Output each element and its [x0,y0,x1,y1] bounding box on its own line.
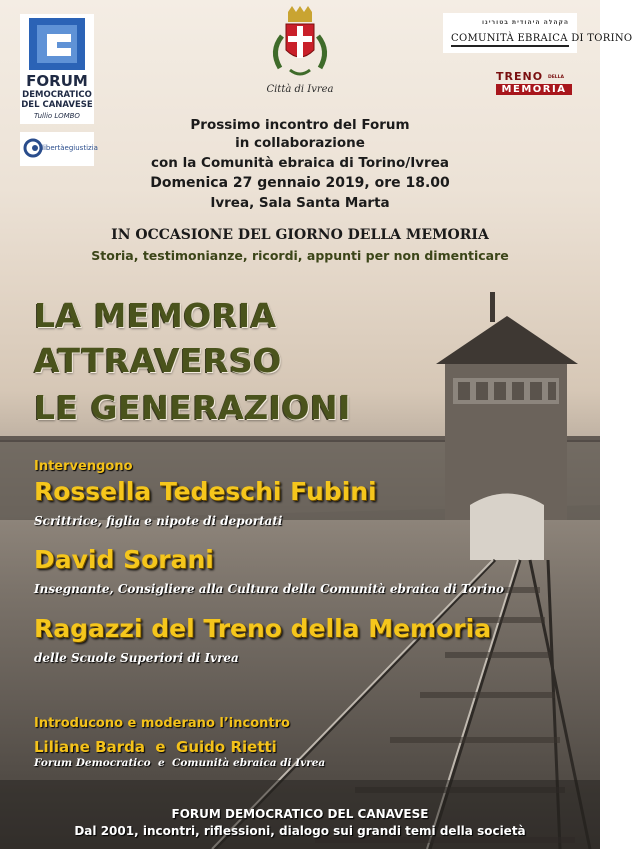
footer-tagline: Dal 2001, incontri, riflessioni, dialogo sui grandi temi della società [74,824,526,838]
speaker-3-name: Ragazzi del Treno della Memoria [34,614,492,643]
forum-logo-subtitle: DEMOCRATICO DEL CANAVESE [21,90,93,110]
moderators-heading: Introducono e moderano l’incontro [34,716,290,731]
comunita-ebraica-logo [443,13,632,53]
footer-org: FORUM DEMOCRATICO DEL CANAVESE [171,807,429,821]
citta-ivrea-crest-icon [272,6,328,80]
info-line-1: Prossimo incontro del Forum [190,117,410,133]
liberta-giustizia-logo [20,132,98,166]
forum-logo-name: FORUM [26,72,88,90]
forum-logo [20,14,94,124]
speaker-2-desc: Insegnante, Consigliere alla Cultura della Comunità ebraica di Torino [34,582,505,596]
comunita-underline [451,45,569,47]
moderators-names: Liliane Barda e Guido Rietti [34,738,277,756]
forum-mark-icon [29,18,85,70]
occasion-title: IN OCCASIONE DEL GIORNO DELLA MEMORIA [111,227,489,243]
forum-logo-tagline: Tullio LOMBO [34,112,80,120]
speaker-3-desc: delle Scuole Superiori di Ivrea [34,651,239,665]
treno-logo-small: DELLA [548,75,565,80]
liberta-swirl-icon [24,138,42,158]
event-date: Domenica 27 gennaio 2019, ore 18.00 [150,175,450,191]
speaker-1-desc: Scrittrice, figlia e nipote di deportati [34,514,283,528]
treno-memoria-logo [496,70,576,95]
main-title-line-3: LE GENERAZIONI [34,388,351,427]
occasion-subtitle: Storia, testimonianze, ricordi, appunti per non dimenticare [91,248,509,263]
speaker-2-name: David Sorani [34,545,214,574]
info-line-2: in collaborazione [235,135,365,151]
speaker-1-name: Rossella Tedeschi Fubini [34,477,377,506]
treno-logo-line2: MEMORIA [496,84,572,95]
liberta-logo-text: libertàegiustizia [42,144,98,152]
main-title-line-1: LA MEMORIA [34,296,277,335]
main-title-line-2: ATTRAVERSO [34,341,282,380]
comunita-hebrew-text: הקהלה היהודית בטורינו [481,19,569,26]
citta-ivrea-caption: Città di Ivrea [266,84,334,95]
event-location: Ivrea, Sala Santa Marta [210,195,390,211]
speakers-heading: Intervengono [34,459,133,474]
comunita-name: COMUNITÀ EBRAICA DI TORINO [451,33,632,44]
treno-logo-line1: TRENO [496,70,544,83]
info-line-3: con la Comunità ebraica di Torino/Ivrea [151,155,449,171]
moderators-desc: Forum Democratico e Comunità ebraica di Ivrea [34,757,326,769]
